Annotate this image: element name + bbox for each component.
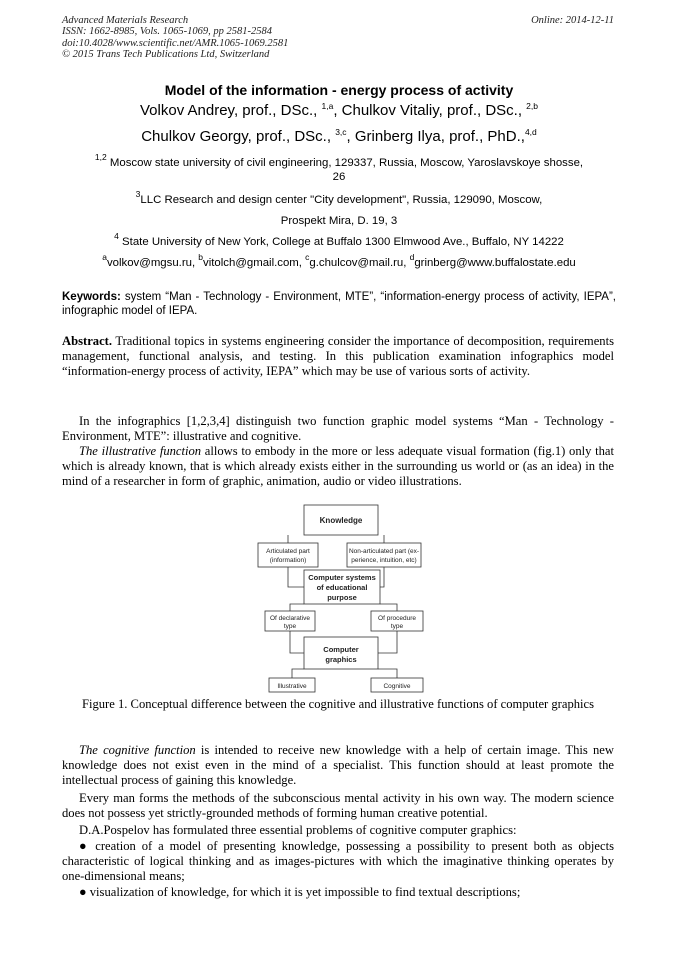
articulated-label: Articulated part	[266, 548, 310, 555]
keywords	[62, 290, 616, 318]
computer-graphics-label: Computer	[323, 645, 359, 654]
procedure-label: type	[390, 623, 404, 630]
author-sup: 1,a	[321, 101, 334, 111]
connector	[290, 604, 397, 611]
issn: ISSN: 1662-8985, Vols. 1065-1069, pp 2581-2584	[62, 26, 272, 38]
computer-systems-label: purpose	[327, 593, 357, 602]
email-sup: d	[409, 252, 415, 262]
journal-name: Advanced Materials Research	[62, 15, 189, 26]
affiliation-text: State University of New York, College at Buffalo 1300 Elmwood Ave., Buffalo, NY 14222	[118, 236, 564, 248]
declarative-label: type	[283, 623, 297, 630]
email-line	[62, 252, 616, 270]
abstract	[62, 334, 614, 380]
non-articulated-label: perience, intuition, etc)	[351, 557, 417, 564]
computer-systems-label: Computer systems	[308, 573, 376, 582]
body-paragraph-3	[62, 743, 614, 789]
affiliation-sup: 3	[135, 189, 141, 199]
bullet-item-1: ● creation of a model of presenting knowledge, possessing a possibility to present both as objects characteristic of logical thinking and as images-pictures with which the imaginative thinking operates by one-dimensional means;	[62, 839, 614, 884]
non-articulated-label: Non-articulated part (ex-	[348, 548, 420, 555]
procedure-label: Of procedure	[378, 615, 416, 622]
author-sup: 2,b	[526, 101, 538, 111]
paper-title: Model of the information - energy process of activity	[164, 82, 514, 98]
author-name: , Grinberg Ilya, prof., PhD.,	[346, 128, 525, 145]
online-date: Online: 2014-12-11	[531, 15, 614, 26]
email-sup: c	[305, 252, 310, 262]
computer-systems-label: of educational	[316, 583, 368, 592]
abstract-text: Traditional topics in systems engineering consider the importance of decomposition, requirements management, functional analysis, and testing. In this publication examination infographics model “information-energy process of activity, IEPA” which may be use of various sorts of activity.	[62, 334, 614, 379]
author-sup: 3,c	[335, 127, 347, 137]
connector	[292, 669, 397, 678]
body-paragraph-2	[62, 444, 614, 490]
email: volkov@mgsu.ru,	[106, 257, 199, 269]
paragraph-text: is intended to receive new knowledge with a help of certain image. This new knowledge does not exist even in the mind of a specialist. This function should at least promote the intellectual process of gaining this knowledge.	[62, 743, 614, 788]
copyright: © 2015 Trans Tech Publications Ltd, Switzerland	[62, 48, 270, 60]
bullet-item-2: ● visualization of knowledge, for which it is yet impossible to find textual descriptions;	[79, 885, 521, 899]
affiliation-text: LLC Research and design center "City development", Russia, 129090, Moscow,	[140, 194, 543, 206]
keywords-text: system “Man - Technology - Environment, MTE”, “information-energy process of activity, IEPA”, infographic model of IEPA.	[62, 291, 616, 317]
email: vitolch@gmail.com,	[203, 257, 306, 269]
italic-term: The illustrative function	[79, 444, 202, 458]
author-name: Chulkov Georgy, prof., DSc.,	[141, 128, 336, 145]
affiliation-1	[62, 152, 616, 184]
authors-line-1	[0, 102, 678, 119]
figure-1-diagram	[255, 503, 425, 695]
affiliation-4	[62, 231, 616, 249]
body-paragraph-4: Every man forms the methods of the subconscious mental activity in his own way. The modern science does not possess yet strictly-grounded methods of forming human creative potential.	[62, 791, 614, 821]
email-sup: a	[102, 252, 107, 262]
illustrative-label: Illustrative	[277, 683, 307, 690]
affiliation-3	[62, 189, 616, 207]
affiliation-sup: 1,2	[94, 152, 107, 162]
authors-line-2	[0, 128, 678, 145]
email: g.chulcov@mail.ru,	[309, 257, 410, 269]
affiliation-3-line-2: Prospekt Mira, D. 19, 3	[280, 215, 398, 227]
figure-caption: Figure 1. Conceptual difference between the cognitive and illustrative functions of computer graphics	[81, 697, 595, 711]
abstract-label: Abstract.	[62, 334, 113, 348]
author-sup: 4,d	[524, 127, 537, 137]
journal-header	[62, 15, 288, 60]
paragraph-text: allows to embody in the more or less adequate visual formation (fig.1) only that which is already known, that is which already exists either in the surrounding us world or (as an idea) in the mind of a researcher in form of graphic, animation, audio or video illustrations.	[62, 444, 614, 489]
articulated-label: (information)	[269, 557, 307, 564]
knowledge-label: Knowledge	[319, 516, 363, 525]
declarative-label: Of declarative	[269, 615, 311, 622]
keywords-label: Keywords:	[62, 291, 121, 303]
computer-graphics-label: graphics	[325, 655, 357, 664]
author-name: , Chulkov Vitaliy, prof., DSc.,	[333, 102, 527, 119]
italic-term: The cognitive function	[79, 743, 196, 757]
affiliation-text: 26	[332, 171, 346, 183]
connector	[288, 535, 384, 543]
cognitive-label: Cognitive	[383, 683, 411, 690]
body-paragraph-5: D.A.Pospelov has formulated three essential problems of cognitive computer graphics:	[79, 823, 517, 837]
doi: doi:10.4028/www.scientific.net/AMR.1065-1069.2581	[62, 37, 289, 49]
author-name: Volkov Andrey, prof., DSc.,	[140, 102, 322, 119]
email-sup: b	[198, 252, 204, 262]
affiliation-sup: 4	[114, 231, 119, 241]
email: grinberg@www.buffalostate.edu	[414, 257, 576, 269]
body-paragraph-1: In the infographics [1,2,3,4] distinguish two function graphic model systems “Man - Technology - Environment, MTE”: illustrative and cognitive.	[62, 414, 614, 444]
affiliation-text: Moscow state university of civil engineering, 129337, Russia, Moscow, Yaroslavskoye shosse,	[106, 157, 584, 169]
